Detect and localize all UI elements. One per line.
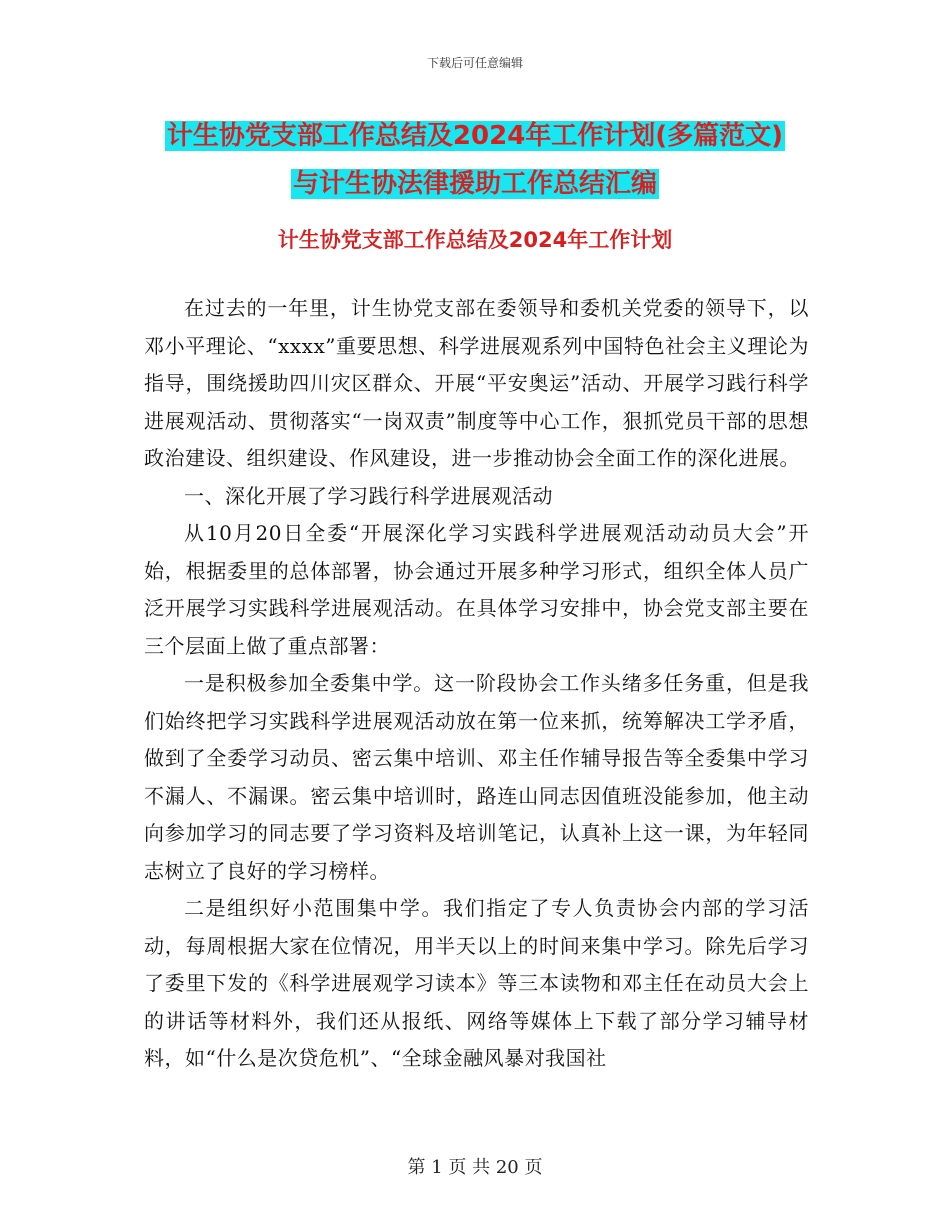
paragraph-heading: 一、深化开展了学习践行科学进展观活动 [184,483,553,508]
section-title: 计生协党支部工作总结及2024年工作计划 [277,228,673,252]
paragraph: 二是组织好小范围集中学。我们指定了专人负责协会内部的学习活动，每周根据大家在位情况，用半天以上的时间来集中学习。除先后学习了委里下发的《科学进展观学习读本》等三本读物和邓主任在动员大会上的讲话等材料外，我们还从报纸、网络等媒体上下载了部分学习辅导材料，如“什么是次贷危机”、“全球金融风暴对我国社 [144,896,809,1070]
main-title-line-1: 计生协党支部工作总结及2024年工作计划(多篇范文) [166,121,784,151]
paragraph: 在过去的一年里，计生协党支部在委领导和委机关党委的领导下，以邓小平理论、“xxxx”重要思想、科学进展观系列中国特色社会主义理论为指导，围绕援助四川灾区群众、开展“平安奥运”活动、开展学习践行科学进展观活动、贯彻落实“一岗双责”制度等中心工作，狠抓党员干部的思想政治建设、组织建设、作风建设，进一步推动协会全面工作的深化进展。 [144,296,809,470]
document-body [144,290,809,1078]
header-note: 下载后可任意编辑 [426,56,523,70]
page-number-footer: 第 1 页 共 20 页 [407,1157,543,1178]
main-title-line-2: 与计生协法律援助工作总结汇编 [292,169,657,199]
paragraph: 一是积极参加全委集中学。这一阶段协会工作头绪多任务重，但是我们始终把学习实践科学进展观活动放在第一位来抓，统筹解决工学矛盾，做到了全委学习动员、密云集中培训、邓主任作辅导报告等全委集中学习不漏人、不漏课。密云集中培训时，路连山同志因值班没能参加，他主动向参加学习的同志要了学习资料及培训笔记，认真补上这一课，为年轻同志树立了良好的学习榜样。 [144,671,809,883]
main-title [0,112,950,208]
paragraph: 从10月20日全委“开展深化学习实践科学进展观活动动员大会”开始，根据委里的总体部署，协会通过开展多种学习形式，组织全体人员广泛开展学习实践科学进展观活动。在具体学习安排中，协会党支部主要在三个层面上做了重点部署： [144,521,809,658]
